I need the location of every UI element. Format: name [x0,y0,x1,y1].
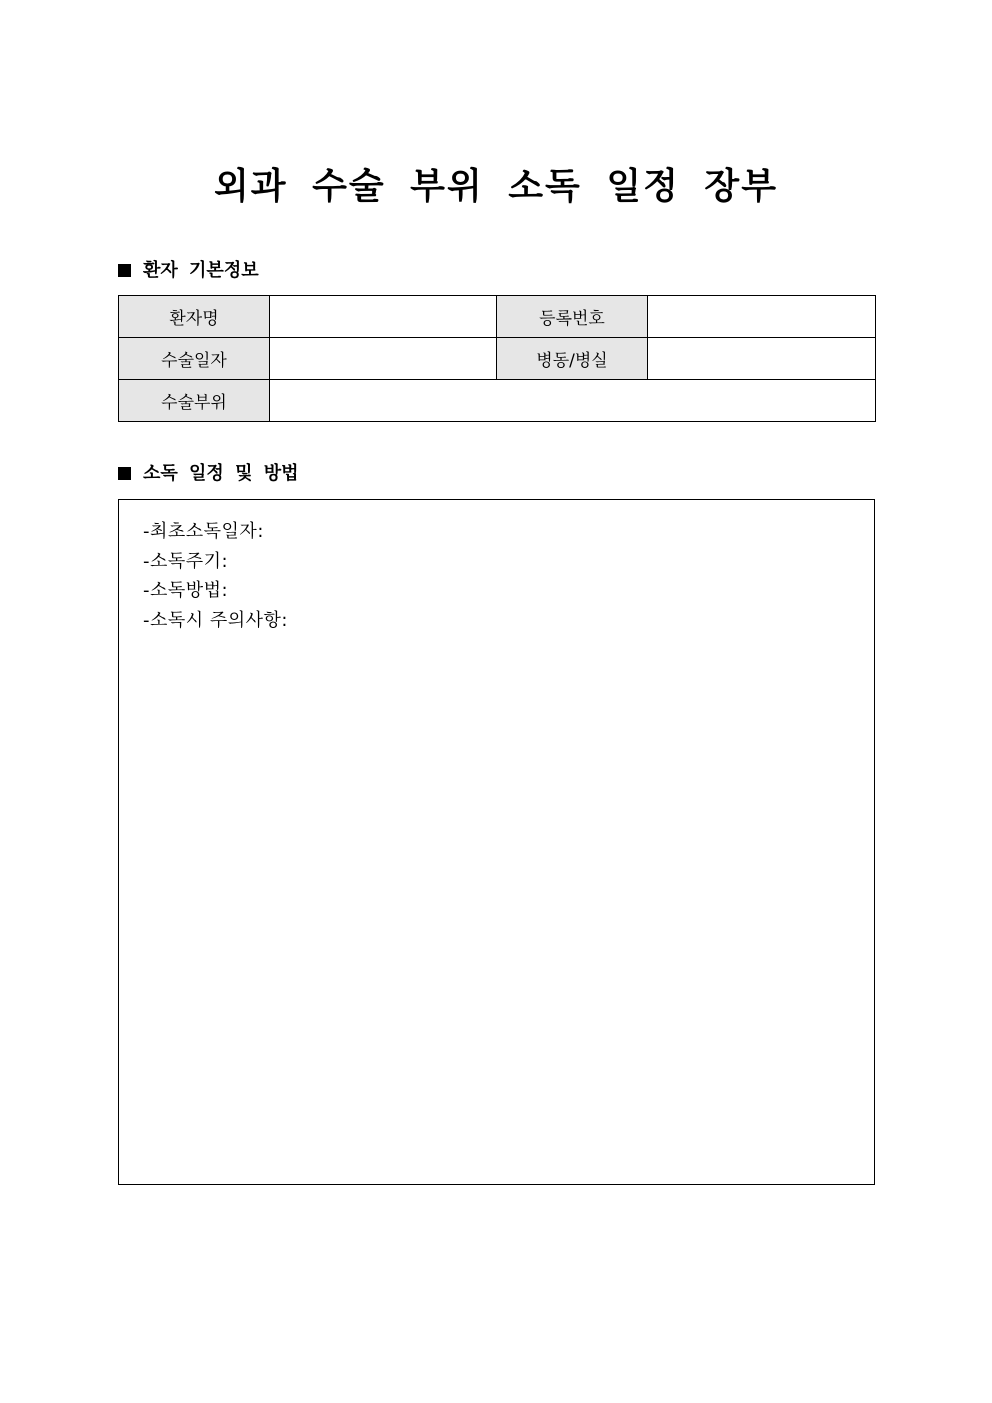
ward-room-label: 병동/병실 [497,338,648,380]
disinfection-schedule-heading-text: 소독 일정 및 방법 [143,463,299,484]
first-disinfection-date-line: -최초소독일자: [143,521,264,542]
table-row [119,380,876,422]
patient-name-field[interactable] [270,296,497,338]
table-row [119,296,876,338]
schedule-list [143,517,288,635]
patient-info-table [118,295,876,422]
table-row [119,338,876,380]
surgery-date-field[interactable] [270,338,497,380]
ward-room-field[interactable] [648,338,876,380]
surgical-site-label: 수술부위 [119,380,270,422]
patient-info-heading [118,258,259,284]
black-square-icon [118,467,131,480]
disinfection-schedule-heading [118,461,299,487]
patient-info-heading-text: 환자 기본정보 [143,260,259,281]
disinfection-precautions-line: -소독시 주의사항: [143,609,288,631]
disinfection-method-line: -소독방법: [143,580,229,601]
patient-name-label: 환자명 [119,296,270,338]
surgery-date-label: 수술일자 [119,338,270,380]
document-title: 외과 수술 부위 소독 일정 장부 [214,166,778,207]
black-square-icon [118,264,131,277]
disinfection-schedule-box[interactable] [118,499,875,1185]
disinfection-interval-line: -소독주기: [143,550,229,572]
registration-number-field[interactable] [648,296,876,338]
surgical-site-field[interactable] [270,380,876,422]
registration-number-label: 등록번호 [497,296,648,338]
